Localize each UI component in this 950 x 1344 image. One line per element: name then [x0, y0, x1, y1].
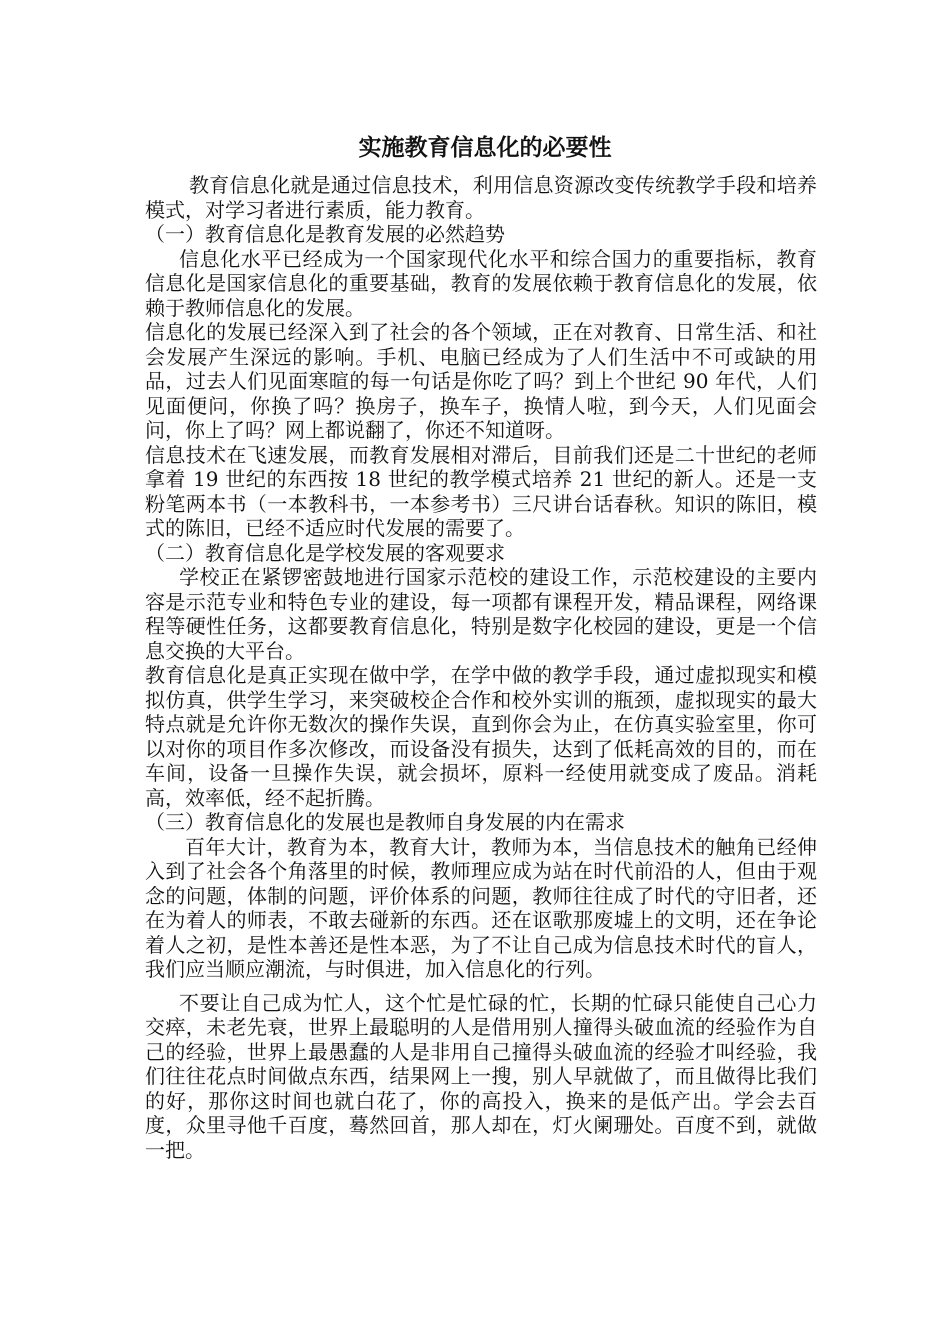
section-heading-1: （一）教育信息化是教育发展的必然趋势 [145, 222, 505, 246]
section-heading-2: （二）教育信息化是学校发展的客观要求 [145, 540, 505, 565]
body-paragraph: 学校正在紧锣密鼓地进行国家示范校的建设工作，示范校建设的主要内容是示范专业和特色专业的建设，每一项都有课程开发，精品课程，网络课程等硬性任务，这都要教育信息化，特别是数字化校园的建设，更是一个信息交换的大平台。 [145, 565, 817, 663]
section-heading-3: （三）教育信息化的发展也是教师自身发展的内在需求 [145, 810, 625, 834]
intro-paragraph: 教育信息化就是通过信息技术，利用信息资源改变传统教学手段和培养模式，对学习者进行素质，能力教育。 [145, 173, 817, 222]
body-paragraph: 百年大计，教育为本，教育大计，教师为本，当信息技术的触角已经伸入到了社会各个角落里的时候，教师理应成为站在时代前沿的人，但由于观念的问题，体制的问题，评价体系的问题，教师往往成了时代的守旧者，还在为着人的师表，不敢去碰新的东西。还在讴歌那废墟上的文明，还在争论着人之初，是性本善还是性本恶，为了不让自己成为信息技术时代的盲人，我们应当顺应潮流，与时俱进，加入信息化的行列。 [145, 834, 817, 981]
body-paragraph: 教育信息化是真正实现在做中学，在学中做的教学手段，通过虚拟现实和模拟仿真，供学生学习，来突破校企合作和校外实训的瓶颈，虚拟现实的最大特点就是允许你无数次的操作失误，直到你会为止，在仿真实验室里，你可以对你的项目作多次修改，而设备没有损失，达到了低耗高效的目的，而在车间，设备一旦操作失误，就会损坏，原料一经使用就变成了废品。消耗高，效率低，经不起折腾。 [145, 663, 817, 810]
body-paragraph: 信息化水平已经成为一个国家现代化水平和综合国力的重要指标，教育信息化是国家信息化的重要基础，教育的发展依赖于教育信息化的发展，依赖于教师信息化的发展。 [145, 246, 817, 320]
page-title: 实施教育信息化的必要性 [358, 135, 612, 161]
body-paragraph: 不要让自己成为忙人，这个忙是忙碌的忙，长期的忙碌只能使自己心力交瘁，未老先衰，世界上最聪明的人是借用别人撞得头破血流的经验作为自己的经验，世界上最愚蠢的人是非用自己撞得头破血流的经验才叫经验，我们往往花点时间做点东西，结果网上一搜，别人早就做了，而且做得比我们的好，那你这时间也就白花了，你的高投入，换来的是低产出。学会去百度，众里寻他千百度，蓦然回首，那人却在，灯火阑珊处。百度不到，就做一把。 [145, 990, 817, 1162]
body-paragraph: 信息技术在飞速发展，而教育发展相对滞后，目前我们还是二十世纪的老师拿着 19 世纪的东西按 18 世纪的教学模式培养 21 世纪的新人。还是一支粉笔两本书（一本教科书，一本参考书）三尺讲台话春秋。知识的陈旧，模式的陈旧，已经不适应时代发展的需要了。 [145, 442, 817, 540]
document-body [145, 133, 817, 1162]
body-paragraph: 信息化的发展已经深入到了社会的各个领域，正在对教育、日常生活、和社会发展产生深远的影响。手机、电脑已经成为了人们生活中不可或缺的用品，过去人们见面寒暄的每一句话是你吃了吗？到上个世纪 90 年代，人们见面便问，你换了吗？换房子，换车子，换情人啦，到今天，人们见面会问，你上了吗？网上都说翻了，你还不知道呀。 [145, 320, 817, 442]
